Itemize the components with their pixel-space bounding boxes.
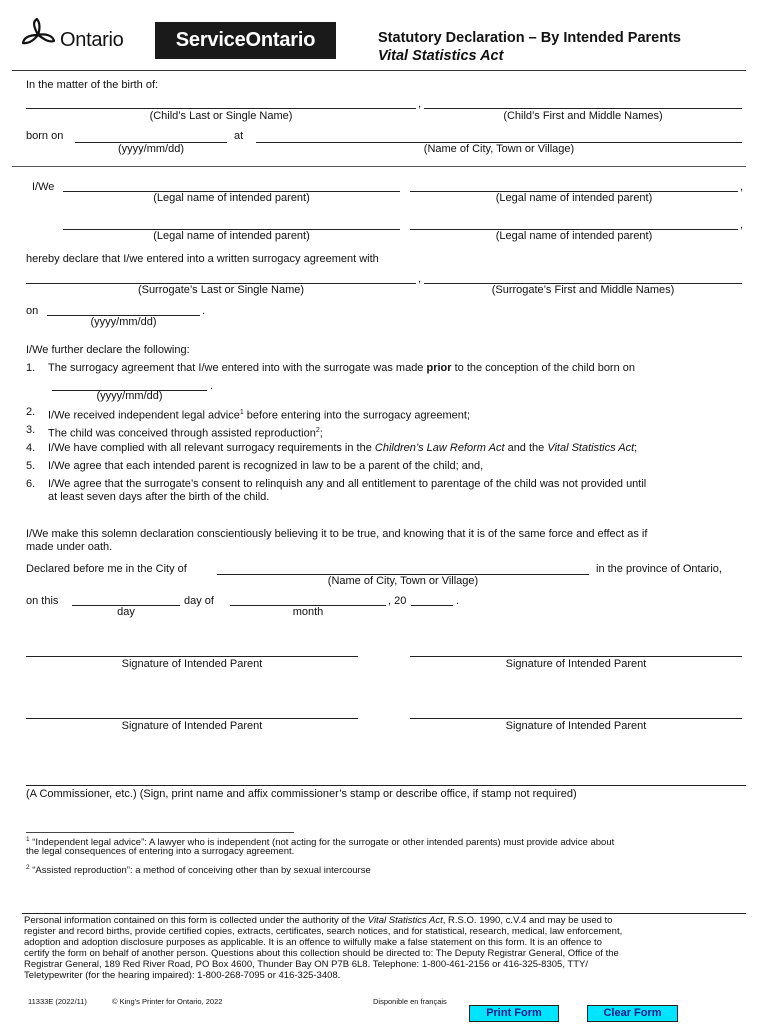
section-divider-1	[12, 166, 746, 167]
item-1-number: 1.	[26, 362, 36, 374]
signature-field-1[interactable]	[26, 656, 358, 657]
birth-date-caption: (yyyy/mm/dd)	[118, 143, 184, 155]
month-caption: month	[292, 606, 324, 618]
day-of-label: day of	[184, 595, 214, 607]
form-code: 11333E (2022/11)	[28, 997, 87, 1006]
comma: ,	[740, 181, 744, 193]
footnote-1-cont: the legal consequences of entering into a surrogacy agreement.	[26, 846, 295, 857]
day-caption: day	[117, 606, 135, 618]
footnote-divider	[26, 832, 294, 833]
privacy-divider	[22, 913, 746, 914]
item-2-text: I/We received independent legal advice$^1$ before entering into the surrogacy agreement;	[48, 409, 470, 422]
signature-field-3[interactable]	[26, 718, 358, 719]
footnote-2: $^2$ “Assisted reproduction”: a method of conceiving other than by sexual intercourse	[26, 864, 371, 877]
privacy-notice-line-5: Registrar General, 189 Red River Road, PO Box 4600, Thunder Bay ON P7B 6L8. Telephone: 1-800-461-2156 or 416-325-8305, TTY/	[24, 959, 589, 970]
privacy-notice-line-3: adoption and adoption disclosure purposes as applicable. It is an offence to wilfully make a false statement on this form. It is an offence to	[24, 937, 602, 948]
further-declare-text: I/We further declare the following:	[26, 344, 190, 356]
item-5-number: 5.	[26, 460, 36, 472]
surrogate-last-caption: (Surrogate’s Last or Single Name)	[137, 284, 305, 296]
on-label: on	[26, 305, 39, 317]
privacy-notice-line-1: Personal information contained on this form is collected under the authority of the Vital Statistics Act, R.S.O. 1990, c.V.4 and may be used to	[24, 915, 613, 926]
surrogate-first-caption: (Surrogate’s First and Middle Names)	[491, 284, 675, 296]
parent4-caption: (Legal name of intended parent)	[495, 230, 653, 242]
comma: ,	[740, 219, 744, 231]
period: .	[210, 380, 214, 392]
item-3-text: The child was conceived through assisted reproduction$^2$;	[48, 427, 323, 440]
signature-caption-3: Signature of Intended Parent	[121, 720, 263, 732]
matter-label: In the matter of the birth of:	[26, 79, 159, 91]
french-available: Disponible en français	[373, 997, 447, 1006]
serviceontario-logo: ServiceOntario	[155, 22, 336, 59]
on-this-label: on this	[26, 595, 59, 607]
declared-before-label: Declared before me in the City of	[26, 563, 187, 575]
declared-city-caption: (Name of City, Town or Village)	[327, 575, 479, 587]
privacy-notice-line-4: certify the form on behalf of another person. Questions about this collection should be directed to: The Deputy Registrar General, Office of the	[24, 948, 619, 959]
footnote-1: $^1$ “Independent legal advice”: A lawyer who is independent (not acting for the surrogate or other intended parents) must provide advice about	[26, 836, 615, 849]
agreement-date-caption: (yyyy/mm/dd)	[90, 316, 157, 328]
item-6-number: 6.	[26, 478, 36, 490]
hereby-declare-text: hereby declare that I/we entered into a written surrogacy agreement with	[26, 253, 379, 265]
item-2-number: 2.	[26, 406, 36, 418]
parent1-caption: (Legal name of intended parent)	[153, 192, 310, 204]
copyright: © King’s Printer for Ontario, 2022	[112, 997, 223, 1006]
form-title: Statutory Declaration – By Intended Parents	[378, 30, 681, 46]
commissioner-caption: (A Commissioner, etc.) (Sign, print name and affix commissioner’s stamp or describe office, if stamp not required)	[26, 788, 577, 800]
conception-date-caption: (yyyy/mm/dd)	[96, 390, 163, 402]
born-on-label: born on	[26, 130, 64, 142]
period: .	[202, 305, 206, 317]
comma: ,	[418, 273, 422, 285]
item-5-text: I/We agree that each intended parent is recognized in law to be a parent of the child; and,	[48, 460, 484, 472]
item-4-text: I/We have complied with all relevant surrogacy requirements in the Children’s Law Reform Act and the Vital Statistics Act;	[48, 442, 638, 454]
form-subtitle: Vital Statistics Act	[378, 48, 504, 64]
privacy-notice-line-6: Teletypewriter (for the hearing impaired): 1-800-268-7095 or 416-325-3408.	[24, 970, 341, 981]
header-divider	[12, 70, 746, 71]
birth-place-caption: (Name of City, Town or Village)	[423, 143, 575, 155]
signature-field-2[interactable]	[410, 656, 742, 657]
year-prefix: , 20	[388, 595, 407, 607]
comma: ,	[418, 98, 422, 110]
iwe-label: I/We	[32, 181, 55, 193]
solemn-declaration-text-cont: made under oath.	[26, 541, 113, 553]
parent3-caption: (Legal name of intended parent)	[153, 230, 310, 242]
signature-caption-1: Signature of Intended Parent	[121, 658, 263, 670]
child-first-caption: (Child’s First and Middle Names)	[503, 110, 663, 122]
child-first-name-field[interactable]	[424, 108, 742, 109]
declared-year-field[interactable]	[411, 605, 453, 606]
child-last-caption: (Child’s Last or Single Name)	[149, 110, 293, 122]
at-label: at	[234, 130, 244, 142]
signature-caption-2: Signature of Intended Parent	[505, 658, 647, 670]
item-4-number: 4.	[26, 442, 36, 454]
item-1-text: The surrogacy agreement that I/we entered into with the surrogate was made prior to the conception of the child born on	[48, 362, 636, 374]
child-last-name-field[interactable]	[26, 108, 416, 109]
ontario-trillium-logo-icon	[20, 17, 60, 51]
print-form-button[interactable]: Print Form	[469, 1005, 559, 1022]
period: .	[456, 595, 460, 607]
province-label: in the province of Ontario,	[596, 563, 722, 575]
commissioner-signature-field[interactable]	[26, 785, 746, 786]
parent2-caption: (Legal name of intended parent)	[495, 192, 653, 204]
solemn-declaration-text: I/We make this solemn declaration conscientiously believing it to be true, and knowing that it is of the same force and effect as if	[26, 528, 648, 540]
item-6-text: I/We agree that the surrogate’s consent to relinquish any and all entitlement to parentage of the child was not provided until	[48, 478, 647, 490]
ontario-wordmark: Ontario	[60, 29, 124, 51]
signature-field-4[interactable]	[410, 718, 742, 719]
item-3-number: 3.	[26, 424, 36, 436]
item-6-text-cont: at least seven days after the birth of the child.	[48, 491, 270, 503]
clear-form-button[interactable]: Clear Form	[587, 1005, 678, 1022]
signature-caption-4: Signature of Intended Parent	[505, 720, 647, 732]
privacy-notice-line-2: register and record births, provide certified copies, extracts, certificates, search notices, and for statistical, research, medical, law enforcement,	[24, 926, 623, 937]
